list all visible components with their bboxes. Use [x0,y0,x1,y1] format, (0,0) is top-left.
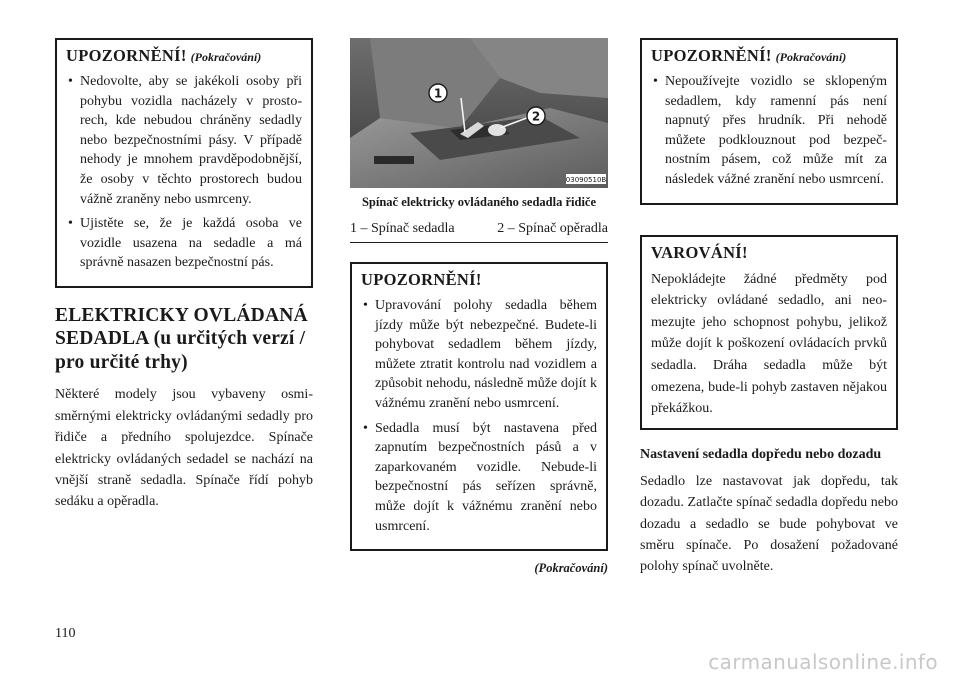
continued-tag: (Pokračování) [775,50,847,64]
warning-box [350,262,608,551]
warning-title [651,46,887,66]
section-heading: ELEKTRICKY OVLÁDANÁ SEDADLA (u určitých verzí / pro určité trhy) [55,304,308,373]
seat-switch-figure [350,38,608,188]
warning-title-text: UPOZORNĚNÍ! [66,46,187,65]
warning-list [361,296,597,536]
warning-list [651,72,887,190]
warning-item: • Upravování polohy sedadla během jízdy může být nebezpečné. Budete-li pohybovat sedadlem během jízdy, můžete ztratit kontrolu nad vozidlem a způsobit nehodu, následně může dojít k vážnému zranění nebo usmrcení. [361,296,597,414]
continued-tag: (Pokračování) [190,50,262,64]
caution-title: VAROVÁNÍ! [651,242,748,262]
legend-item-backrest-switch: 2 – Spínač opěradla [497,221,608,236]
warning-item: • Sedadla musí být nastavena před zapnutím bezpečnostních pásů a v zaparkovaném vozidle. Nebude-li bezpečnostní pás seřízen správně, může dojít k vážnému zranění nebo usmrcení. [361,419,597,537]
warning-box-continued [640,38,898,205]
warning-item: • Ujistěte se, že je každá osoba ve vozidle usazena na sedadle a má správně nasazen bezpečnostní pás. [66,214,302,273]
warning-title-text: UPOZORNĚNÍ! [651,46,772,65]
callout-number-1: 1 [433,86,443,101]
figure-caption: Spínač elektricky ovládaného sedadla řidiče [361,195,597,209]
subheading: Nastavení sedadla dopředu nebo dozadu [640,446,882,462]
seat-photo-illustration [350,38,608,188]
column-left [55,38,313,513]
continued-note: (Pokračování) [534,561,608,576]
caution-text: Nepokládejte žádné předměty pod elektricky ovládané sedadlo, ani neomezujte jeho schopnost pohybu, jelikož může dojít k poškození ovládacích prvků sedadla. Dráha sedadla může být omezena, bude-li pohyb zastaven nějakou překážkou. [651,271,887,417]
warning-item: • Nedovolte, aby se jakékoli osoby při pohybu vozidla nacházely v prostorech, kde nebudou chráněny sedadly nebo bezpečnostními pásy. V případě nehody je mnohem pravděpodobnější, že osoby v těchto prostorech budou vážně zraněny nebo usmrceny. [66,72,302,209]
legend-item-seat-switch: 1 – Spínač sedadla [350,221,455,236]
warning-item: • Nepoužívejte vozidlo se sklopeným sedadlem, kdy ramenní pás není napnutý přes hrudník. Při nehodě můžete podklouznout pod bezpečnostním pásem, což může mít za následek vážné zranění nebo usmrcení. [651,72,887,190]
warning-list [66,72,302,273]
warning-box-continued [55,38,313,288]
column-middle [350,38,608,576]
caution-box [640,235,898,430]
page-number: 110 [55,626,76,641]
figure-legend [350,218,608,243]
warning-title [66,46,302,66]
watermark: carmanualsonline.info [708,650,938,674]
subsection-body: Sedadlo lze nastavovat jak dopředu, tak dozadu. Zatlačte spínač sedadla dopředu nebo dozadu a sedadlo se bude pohybovat ve směru spínače. Po dosažení požadované polohy spínač uvolněte. [640,473,898,575]
warning-title: UPOZORNĚNÍ! [361,270,482,289]
image-code: 03090510B [565,176,607,184]
callout-number-2: 2 [531,109,541,124]
section-body: Některé modely jsou vybaveny osmisměrnými elektricky ovládanými sedadly pro řidiče a předního spolujezdce. Spínače elektricky ovládaných sedadel se nachází na vnější straně sedadla. Spínače řídí pohyb sedáku a opěradla. [55,387,313,510]
column-right [640,38,898,578]
